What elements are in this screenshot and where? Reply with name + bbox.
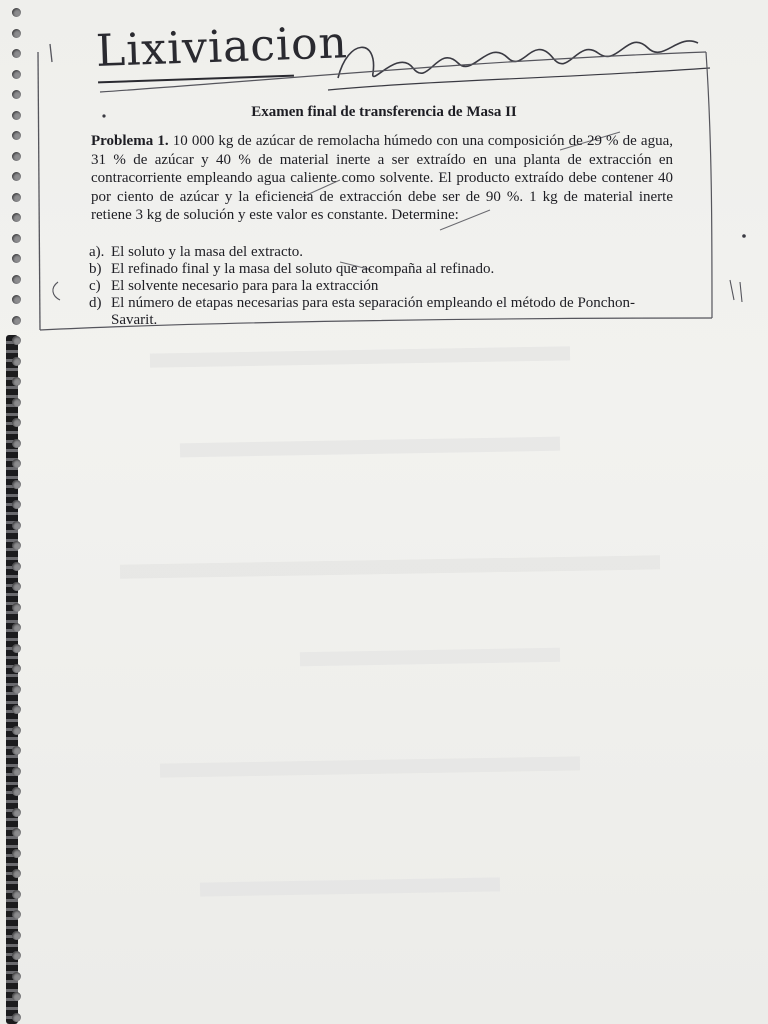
question-text-continuation: Savarit.: [111, 312, 158, 328]
binding-hole: [12, 828, 21, 837]
spiral-binding: [0, 0, 40, 1024]
binding-hole: [12, 869, 21, 878]
question-text: El refinado final y la masa del soluto que acompaña al refinado.: [111, 261, 495, 277]
question-text: El número de etapas necesarias para esta separación empleando el método de Ponchon-: [111, 295, 635, 311]
binding-hole: [12, 254, 21, 263]
question-text: El solvente necesario para para la extracción: [111, 278, 379, 294]
binding-hole: [12, 623, 21, 632]
binding-hole: [12, 131, 21, 140]
binding-hole: [12, 500, 21, 509]
question-item: [89, 278, 679, 295]
binding-hole: [12, 562, 21, 571]
binding-hole: [12, 787, 21, 796]
bleed-through-mark: [200, 877, 500, 896]
question-item: [89, 261, 679, 278]
binding-hole: [12, 357, 21, 366]
binding-hole: [12, 49, 21, 58]
question-letter: d): [89, 295, 102, 311]
binding-hole: [12, 275, 21, 284]
binding-hole: [12, 316, 21, 325]
binding-hole: [12, 213, 21, 222]
binding-hole: [12, 767, 21, 776]
question-item: [89, 295, 679, 312]
binding-hole: [12, 951, 21, 960]
binding-hole: [12, 849, 21, 858]
binding-hole: [12, 90, 21, 99]
binding-hole: [12, 480, 21, 489]
question-letter: c): [89, 278, 101, 294]
binding-hole: [12, 541, 21, 550]
binding-hole: [12, 193, 21, 202]
question-continuation: [89, 312, 679, 329]
handwritten-scribble: [318, 18, 718, 98]
binding-hole: [12, 1013, 21, 1022]
problem-text: 10 000 kg de azúcar de remolacha húmedo con una composición de 29 % de agua, 31 % de azúcar y 40 % de material inerte a ser extraído en una planta de extracción en contracorriente empleando agua caliente como solvente. El producto extraído debe contener 40 por ciento de azúcar y la eficiencia de extracción debe ser de 90 %. 1 kg de material inerte retiene 3 kg de solución y este valor es constante. Determine:: [91, 133, 674, 224]
binding-hole: [12, 70, 21, 79]
binding-hole: [12, 808, 21, 817]
binding-hole: [12, 398, 21, 407]
binding-hole: [12, 705, 21, 714]
binding-hole: [12, 992, 21, 1001]
bleed-through-mark: [180, 437, 560, 458]
binding-hole: [12, 582, 21, 591]
binding-hole: [12, 746, 21, 755]
bleed-through-mark: [300, 648, 560, 667]
handwritten-title: Lixiviacion: [95, 17, 349, 77]
binding-hole: [12, 295, 21, 304]
bleed-through-mark: [150, 346, 570, 367]
binding-hole: [12, 152, 21, 161]
binding-hole: [12, 664, 21, 673]
binding-hole: [12, 377, 21, 386]
binding-hole: [12, 890, 21, 899]
binding-hole: [12, 172, 21, 181]
binding-hole: [12, 910, 21, 919]
binding-hole: [12, 521, 21, 530]
bleed-through-mark: [160, 756, 580, 777]
binding-hole: [12, 234, 21, 243]
exam-title: Examen final de transferencia de Masa II: [251, 104, 517, 120]
problem-label: Problema 1.: [91, 133, 169, 149]
binding-hole: [12, 644, 21, 653]
binding-hole: [12, 603, 21, 612]
problem-statement: [91, 132, 673, 225]
question-text: El soluto y la masa del extracto.: [111, 244, 304, 260]
binding-hole: [12, 418, 21, 427]
binding-hole: [12, 459, 21, 468]
binding-hole: [12, 726, 21, 735]
binding-hole: [12, 8, 21, 17]
binding-hole: [12, 336, 21, 345]
binding-hole: [12, 931, 21, 940]
binding-hole: [12, 29, 21, 38]
binding-hole: [12, 685, 21, 694]
bleed-through-mark: [120, 555, 660, 578]
binding-hole: [12, 439, 21, 448]
question-list: [89, 244, 679, 329]
question-item: [89, 244, 679, 261]
question-letter: a).: [89, 244, 105, 260]
question-letter: b): [89, 261, 102, 277]
binding-hole: [12, 972, 21, 981]
